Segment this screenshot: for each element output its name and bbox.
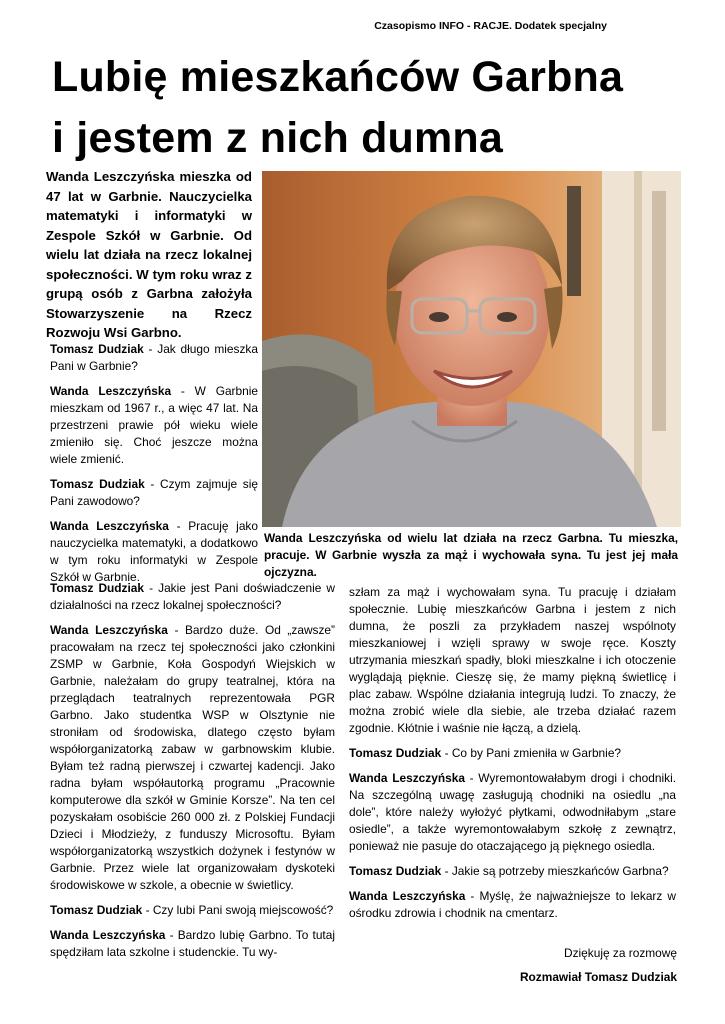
answer-text: - Bardzo lubię Garbno. To tutaj spędziłam lata szkolne i studenckie. Tu wy- bbox=[50, 928, 335, 959]
interviewee-name: Wanda Leszczyńska bbox=[50, 519, 169, 533]
answer-4-part-1 bbox=[50, 927, 335, 961]
question-4 bbox=[50, 902, 335, 919]
interviewee-name: Wanda Leszczyńska bbox=[50, 384, 172, 398]
question-text: - Jak długo mieszka Pani w Garbnie? bbox=[50, 342, 258, 373]
interviewee-name: Wanda Leszczyńska bbox=[50, 623, 168, 637]
question-5 bbox=[349, 745, 676, 762]
answer-4-part-2 bbox=[349, 584, 676, 737]
answer-5 bbox=[349, 770, 676, 855]
interviewer-name: Tomasz Dudziak bbox=[349, 864, 442, 878]
question-text: - Co by Pani zmieniła w Garbnie? bbox=[441, 746, 622, 760]
lead-paragraph: Wanda Leszczyńska mieszka od 47 lat w Garbnie. Nauczycielka matematyki i informatyki w Zespole Szkół w Garbnie. Od wielu lat działa na rzecz lokalnej społeczności. W tym roku wraz z grupą osób z Garbna założyła Stowarzyszenie na Rzecz Rozwoju Wsi Garbno. bbox=[46, 169, 252, 340]
interviewee-name: Wanda Leszczyńska bbox=[349, 889, 466, 903]
question-text: - Jakie jest Pani doświadczenie w działalności na rzecz lokalnej społeczności? bbox=[50, 581, 336, 612]
question-6 bbox=[349, 863, 676, 880]
interview-column-right bbox=[349, 584, 676, 930]
answer-text: - Wyremontowałabym drogi i chodniki. Na szczególną uwagę zasługują chodniki na osiedlu „na dole”, które należy wyłożyć płytkami, odwodniłabym „stare osiedle”, a także wyremontowałabym szkołę z zewnątrz, ponieważ nie pasuje do otaczającego ją pięknego osiedla. bbox=[349, 771, 677, 853]
interview-column-left-bottom bbox=[50, 581, 336, 969]
answer-text: - W Garbnie mieszkam od 1967 r., a więc 47 lat. Na przestrzeni prawie pół wieku wiele zmieniło się. Choć jeszcze można wiele zmienić. bbox=[50, 384, 258, 466]
interviewer-name: Tomasz Dudziak bbox=[50, 581, 145, 595]
byline: Rozmawiał Tomasz Dudziak bbox=[519, 970, 677, 984]
interviewer-name: Tomasz Dudziak bbox=[349, 746, 442, 760]
interview-column-left-top bbox=[50, 341, 258, 594]
answer-text: - Bardzo duże. Od „zawsze” pracowałam na rzecz tej społeczności jako członkini ZSMP w Garbnie, Koła Gospodyń Wiejskich w Garbnie, należałam do grupy teatralnej, która na przeglądach teatralnych reprezentowała PGR Garbno. Jako studentka WSP w Olsztynie nie stroniłam od środowiska, dlatego często byłam współorganizatorką zabaw w garbnowskim klubie. Byłam też radną pierwszej i czwartej kadencji. Jako radna byłam współautorką programu „Pracownie komputerowe dla szkół w Gminie Korsze”. Na ten cel pozyskałam osobiście 260 000 zł. z Polskiej Fundacji Dzieci i Młodzieży, z funduszy Microsoftu. Byłam współorganizatorką wszystkich dożynek i festynów w Garbnie. Przez wiele lat organizowałam dyskoteki środowiskowe w szkole, a obecnie w świetlicy. bbox=[50, 623, 335, 892]
question-text: - Czym zajmuje się Pani zawodowo? bbox=[50, 477, 259, 508]
answer-3 bbox=[50, 622, 335, 894]
answer-6 bbox=[349, 888, 676, 922]
interviewee-name: Wanda Leszczyńska bbox=[349, 771, 465, 785]
headline-line-2: i jestem z nich dumna bbox=[52, 114, 504, 162]
question-1 bbox=[50, 341, 258, 375]
publication-header: Czasopismo INFO - RACJE. Dodatek specjalny bbox=[374, 20, 607, 32]
question-text: - Jakie są potrzeby mieszkańców Garbna? bbox=[441, 864, 669, 878]
headline-line-1: Lubię mieszkańców Garbna bbox=[52, 53, 624, 101]
answer-text: - Myślę, że najważniejsze to lekarz w ośrodku zdrowia i chodnik na cmentarz. bbox=[349, 889, 677, 920]
answer-2 bbox=[50, 518, 258, 586]
question-text: - Czy lubi Pani swoją miejscowość? bbox=[142, 903, 334, 917]
interviewer-name: Tomasz Dudziak bbox=[50, 477, 145, 491]
closing-thanks: Dziękuję za rozmowę bbox=[563, 946, 677, 960]
portrait-photo bbox=[262, 171, 681, 527]
interviewer-name: Tomasz Dudziak bbox=[50, 903, 143, 917]
answer-1 bbox=[50, 383, 258, 468]
question-3 bbox=[50, 580, 335, 614]
photo-caption: Wanda Leszczyńska od wielu lat działa na rzecz Garbna. Tu mieszka, pracuje. W Garbnie wyszła za mąż i wychowała syna. Tu jest jej mała ojczyzna. bbox=[264, 531, 678, 579]
question-2 bbox=[50, 476, 258, 510]
interviewee-name: Wanda Leszczyńska bbox=[50, 928, 166, 942]
answer-text: - Pracuję jako nauczycielka matematyki, a dodatkowo w tym roku informatyki w Zespole Szkół w Garbnie. bbox=[50, 519, 258, 584]
answer-text: szłam za mąż i wychowałam syna. Tu pracuję i działam społecznie. Lubię mieszkańców Garbna i jestem z nich dumna, że poszli za przykładem naszej wspólnoty mieszkaniowej i wzięli sprawy w swoje ręce. Koszty utrzymania mieszkań spadły, bloki mieszkalne i ich otoczenie wyglądają pięknie. Cieszę się, że mamy piękną świetlicę i plac zabaw. Wspólne działania integrują ludzi. To znaczy, że można zrobić wiele dla siebie, ale trzeba działać razem zgodnie. Kłótnie i waśnie nie łączą, a dzielą. bbox=[349, 585, 676, 735]
interviewer-name: Tomasz Dudziak bbox=[50, 342, 144, 356]
